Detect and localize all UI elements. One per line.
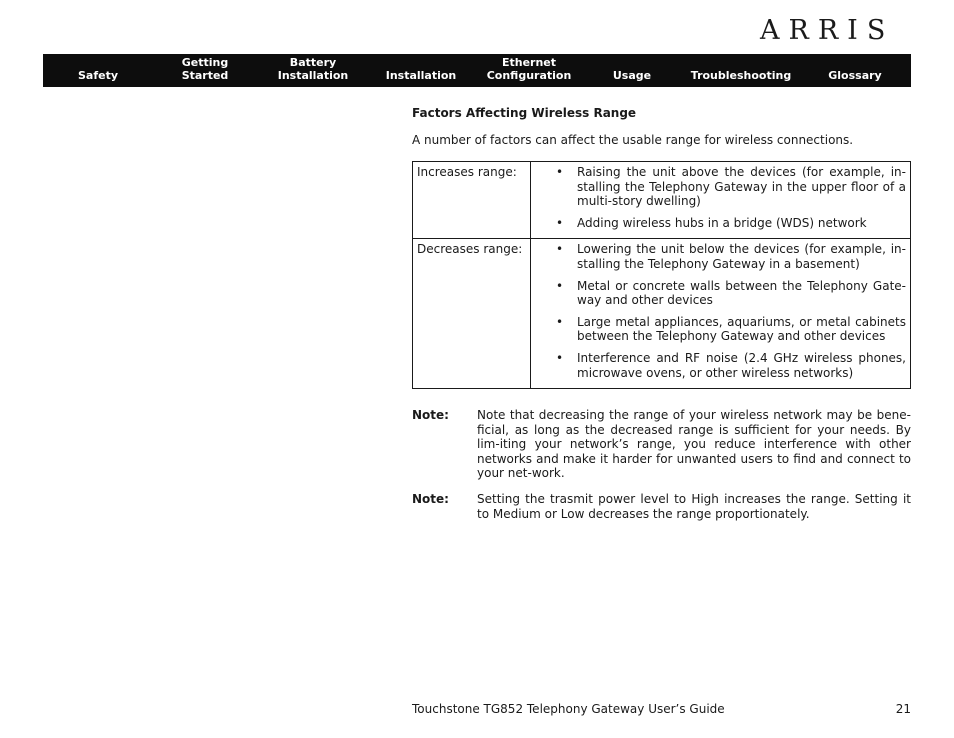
note-transmit-power xyxy=(412,492,911,521)
list-item: • Large metal appliances, aquariums, or metal cabinets between the Telephony Gateway and other devices xyxy=(556,314,906,344)
note-label: Note: xyxy=(412,492,449,506)
bullet-icon: • xyxy=(556,314,564,329)
intro-text: A number of factors can affect the usable range for wireless connections. xyxy=(412,133,854,147)
footer-page-number: 21 xyxy=(895,702,911,716)
nav-usage[interactable]: Usage xyxy=(612,69,652,82)
row-items-increases xyxy=(531,162,911,239)
nav-installation[interactable]: Installation xyxy=(385,69,457,82)
list-item: • Adding wireless hubs in a bridge (WDS) network xyxy=(556,215,867,230)
nav-safety[interactable]: Safety xyxy=(77,69,119,82)
row-label-increases: Increases range: xyxy=(413,162,531,239)
note-label: Note: xyxy=(412,408,449,422)
list-item: • Interference and RF noise (2.4 GHz wireless phones, microwave ovens, or other wireless networks) xyxy=(556,350,906,380)
bullet-icon: • xyxy=(556,242,564,257)
list-item: • Lowering the unit below the devices (for example, in-stalling the Telephony Gateway in a basement) xyxy=(556,242,906,271)
bullet-icon: • xyxy=(556,165,564,179)
bullet-icon: • xyxy=(556,350,564,365)
nav-battery-installation[interactable]: Battery Installation xyxy=(277,56,349,82)
nav-ethernet-configuration[interactable]: Ethernet Configuration xyxy=(486,56,572,82)
nav-troubleshooting[interactable]: Troubleshooting xyxy=(690,69,792,82)
list-item: • Raising the unit above the devices (for example, in-stalling the Telephony Gateway in the upper floor of a multi-story dwelling) xyxy=(556,165,906,209)
row-items-decreases xyxy=(531,239,911,389)
range-factors-table xyxy=(412,161,911,389)
note-text: Setting the trasmit power level to High increases the range. Setting it to Medium or Low decreases the range proportionately. xyxy=(477,492,911,521)
table-row-increases xyxy=(413,162,911,239)
row-label-decreases: Decreases range: xyxy=(413,239,531,389)
note-text: Note that decreasing the range of your wireless network may be bene-ficial, as long as the decreased range is sufficient for your needs. By lim-iting your network’s range, you reduce interference with other networks and make it harder for unwanted users to find and connect to your net-work. xyxy=(477,408,911,481)
top-nav-bar xyxy=(43,54,911,87)
bullet-icon: • xyxy=(556,278,564,293)
nav-getting-started[interactable]: Getting Started xyxy=(181,56,229,82)
note-range-benefit xyxy=(412,408,911,481)
list-item: • Metal or concrete walls between the Telephony Gate-way and other devices xyxy=(556,278,906,308)
table-row-decreases xyxy=(413,239,911,389)
nav-glossary[interactable]: Glossary xyxy=(828,69,882,82)
arris-logo: ARRIS xyxy=(760,15,895,46)
section-title: Factors Affecting Wireless Range xyxy=(412,106,637,120)
footer-guide-title: Touchstone TG852 Telephony Gateway User’s Guide xyxy=(412,702,725,716)
bullet-icon: • xyxy=(556,215,564,230)
